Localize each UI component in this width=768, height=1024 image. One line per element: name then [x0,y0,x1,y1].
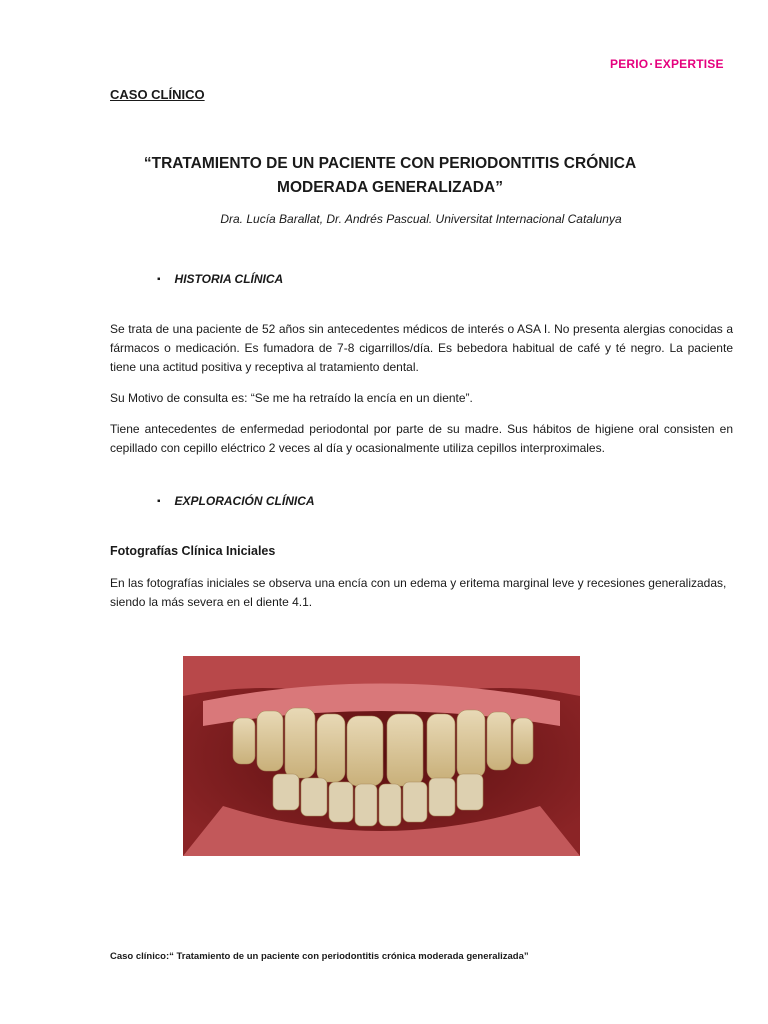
page-footer: Caso clínico:“ Tratamiento de un paciente con periodontitis crónica moderada generalizada” [110,951,529,962]
section-heading-historia [157,272,283,286]
logo-perio: PERIO [610,57,649,71]
authors-line: Dra. Lucía Barallat, Dr. Andrés Pascual. Universitat Internacional Catalunya [220,212,622,226]
logo-expertise: EXPERTISE [654,57,724,71]
document-title [100,152,680,200]
title-line-2: MODERADA GENERALIZADA” [277,179,503,196]
paragraph-family-history: Tiene antecedentes de enfermedad periodontal por parte de su madre. Sus hábitos de higiene oral consisten en cepillado con cepillo eléctrico 2 veces al día y ocasionalmente utiliza cepillos interproximales. [110,422,733,455]
case-label: CASO CLÍNICO [110,87,205,102]
bullet-icon: ▪ [157,496,161,507]
logo-separator: · [649,57,654,71]
section-heading-text: EXPLORACIÓN CLÍNICA [174,494,315,508]
section-heading-exploracion [157,494,315,508]
clinical-photo-illustration [183,656,580,856]
paragraph-reason-for-visit: Su Motivo de consulta es: “Se me ha retraído la encía en un diente”. [110,391,473,405]
section-heading-text: HISTORIA CLÍNICA [174,272,284,286]
subheading-initial-photos: Fotografías Clínica Iniciales [110,544,276,558]
title-line-1: “TRATAMIENTO DE UN PACIENTE CON PERIODONTITIS CRÓNICA [143,155,637,172]
paragraph-patient-history: Se trata de una paciente de 52 años sin antecedentes médicos de interés o ASA I. No presenta alergias conocidas a fármacos o medicación. Es fumadora de 7-8 cigarrillos/día. Es bebedora habitual de café y té negro. La paciente tiene una actitud positiva y receptiva al tratamiento dental. [110,322,733,374]
bullet-icon: ▪ [157,274,161,285]
perio-expertise-logo [610,57,724,71]
clinical-photo-teeth [183,656,580,856]
paragraph-initial-photos: En las fotografías iniciales se observa una encía con un edema y eritema marginal leve y recesiones generalizadas, siendo la más severa en el diente 4.1. [110,576,727,609]
